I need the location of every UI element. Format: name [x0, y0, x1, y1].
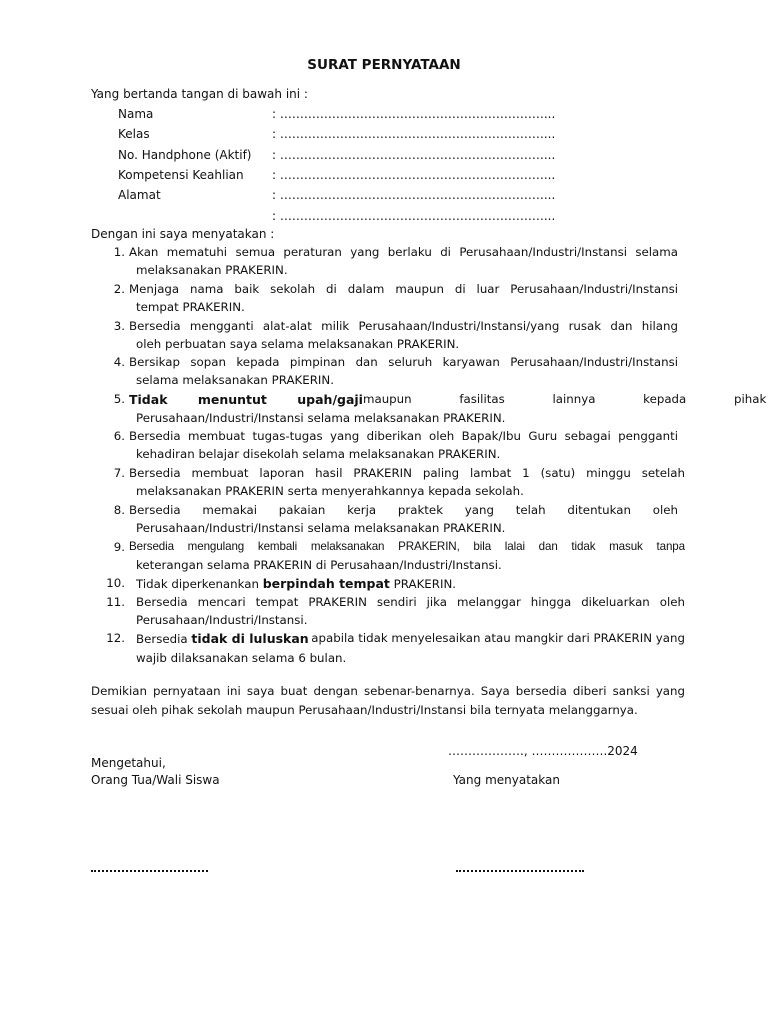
field-label-kompetensi: Kompetensi Keahlian: [118, 168, 244, 182]
list-text: PRAKERIN.: [389, 577, 457, 591]
list-text: apabila tidak menyelesaikan atau mangkir dari PRAKERIN yang: [311, 631, 685, 645]
intro-text: Yang bertanda tangan di bawah ini :: [91, 87, 308, 101]
list-text: Bersedia mengganti alat-alat milik Perusahaan/Industri/Instansi/yang rusak dan hilang: [129, 319, 678, 333]
list-text: maupun fasilitas lainnya kepada pihak: [362, 392, 767, 406]
list-number: 4.: [113, 355, 125, 369]
closing-line-2: sesuai oleh pihak sekolah maupun Perusahaan/Industri/Instansi bila ternyata melanggarnya.: [91, 703, 638, 717]
list-text-cont: Perusahaan/Industri/Instansi selama melaksanakan PRAKERIN.: [136, 411, 506, 425]
list-text-cont: kehadiran belajar disekolah selama melaksanakan PRAKERIN.: [136, 447, 501, 461]
list-text-row: [136, 631, 685, 646]
list-number: 10.: [106, 576, 125, 590]
list-text-cont: wajib dilaksanakan selama 6 bulan.: [136, 651, 347, 665]
list-text: Bersedia membuat laporan hasil PRAKERIN paling lambat 1 (satu) minggu setelah: [129, 466, 685, 480]
emphasis-tidak-menuntut: Tidak menuntut upah/gaji: [129, 392, 363, 407]
list-number: 9.: [113, 540, 125, 554]
field-value-nama: : …………………………………………………………...: [272, 107, 556, 121]
list-number: 11.: [106, 595, 125, 609]
declarant-label: Yang menyatakan: [453, 773, 560, 787]
list-number: 8.: [113, 503, 125, 517]
list-text: Bersikap sopan kepada pimpinan dan seluruh karyawan Perusahaan/Industri/Instansi: [129, 355, 678, 369]
list-text-cont: tempat PRAKERIN.: [136, 300, 245, 314]
list-text-cont: keterangan selama PRAKERIN di Perusahaan/Industri/Instansi.: [136, 558, 502, 572]
list-number: 7.: [113, 466, 125, 480]
field-label-handphone: No. Handphone (Aktif): [118, 148, 252, 162]
list-number: 1.: [113, 245, 125, 259]
document-title: SURAT PERNYATAAN: [307, 57, 461, 73]
list-text: Akan mematuhi semua peraturan yang berlaku di Perusahaan/Industri/Instansi selama: [129, 245, 678, 259]
list-number: 2.: [113, 282, 125, 296]
parent-guardian-label: Orang Tua/Wali Siswa: [91, 773, 220, 787]
list-text: Tidak diperkenankan: [136, 577, 263, 591]
list-text-pre: Bersedia: [136, 632, 192, 646]
list-text-row: [136, 576, 456, 591]
list-number: 12.: [106, 631, 125, 645]
parent-signature-line: [91, 870, 208, 872]
field-value-kompetensi: : …………………………………………………………...: [272, 168, 556, 182]
list-text-cont: melaksanakan PRAKERIN.: [136, 263, 288, 277]
emphasis-tidak-diluluskan: tidak di luluskan: [191, 631, 309, 646]
field-label-nama: Nama: [118, 107, 154, 121]
list-text: [136, 631, 309, 646]
field-label-alamat: Alamat: [118, 188, 161, 202]
field-value-alamat-2: : …………………………………………………………...: [272, 209, 556, 223]
list-text-row: [129, 392, 767, 407]
field-value-alamat: : …………………………………………………………...: [272, 188, 556, 202]
list-text-cont: selama melaksanakan PRAKERIN.: [136, 373, 334, 387]
list-text: Bersedia mengulang kembali melaksanakan PRAKERIN, bila lalai dan tidak masuk tanpa: [129, 540, 685, 553]
field-value-kelas: : …………………………………………………………...: [272, 127, 556, 141]
list-text-cont: Perusahaan/Industri/Instansi.: [136, 613, 308, 627]
list-text: Bersedia mencari tempat PRAKERIN sendiri jika melanggar hingga dikeluarkan oleh: [136, 595, 685, 609]
emphasis-berpindah-tempat: berpindah tempat: [262, 576, 390, 591]
acknowledged-label: Mengetahui,: [91, 756, 166, 770]
list-number: 3.: [113, 319, 125, 333]
list-text: Bersedia membuat tugas-tugas yang diberikan oleh Bapak/Ibu Guru sebagai pengganti: [129, 429, 678, 443]
closing-line-1: Demikian pernyataan ini saya buat dengan sebenar-benarnya. Saya bersedia diberi sanksi yang: [91, 684, 685, 698]
list-text: Bersedia memakai pakaian kerja praktek yang telah ditentukan oleh: [129, 503, 678, 517]
list-text-cont: melaksanakan PRAKERIN serta menyerahkannya kepada sekolah.: [136, 484, 524, 498]
list-text: Menjaga nama baik sekolah di dalam maupun di luar Perusahaan/Industri/Instansi: [129, 282, 678, 296]
declarant-signature-line: [456, 870, 584, 872]
list-number: 5.: [113, 392, 125, 406]
declaration-heading: Dengan ini saya menyatakan :: [91, 227, 275, 241]
field-label-kelas: Kelas: [118, 127, 150, 141]
list-text-cont: oleh perbuatan saya selama melaksanakan PRAKERIN.: [136, 337, 460, 351]
date-line: ………………., ……………….2024: [448, 744, 638, 758]
field-value-handphone: : …………………………………………………………...: [272, 148, 556, 162]
list-number: 6.: [113, 429, 125, 443]
list-text-cont: Perusahaan/Industri/Instansi selama melaksanakan PRAKERIN.: [136, 521, 506, 535]
